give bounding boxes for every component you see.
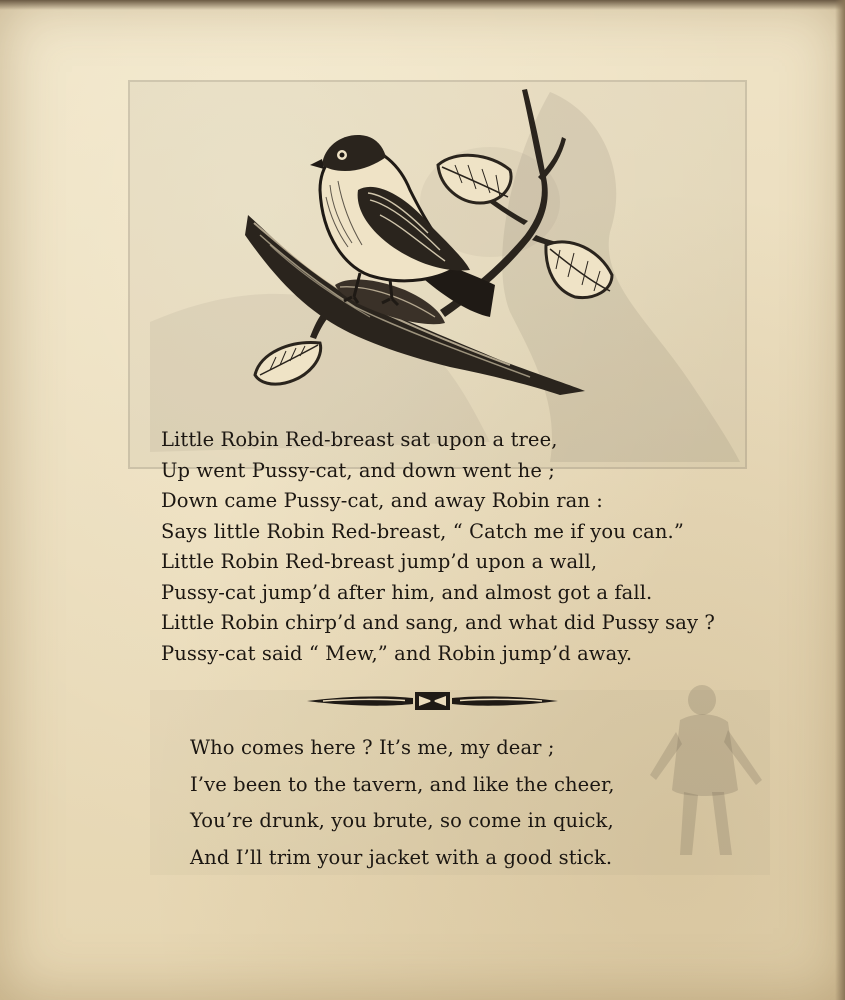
verse-robin-redbreast <box>161 425 715 669</box>
verse-line: Up went Pussy-cat, and down went he ; <box>161 458 555 482</box>
page-edge-top <box>0 0 845 10</box>
verse-line: Little Robin Red-breast jump’d upon a wall, <box>161 550 598 573</box>
verse-line: Little Robin chirp’d and sang, and what did Pussy say ? <box>161 611 715 634</box>
verse-line: And I’ll trim your jacket with a good stick. <box>190 845 613 869</box>
ornamental-rule-icon <box>305 688 560 714</box>
leaf-icon <box>438 155 511 203</box>
leaf-icon <box>546 242 612 298</box>
verse-line: Pussy-cat jump’d after him, and almost got a fall. <box>161 580 653 604</box>
verse-line: You’re drunk, you brute, so come in quick, <box>190 809 614 832</box>
verse-line: I’ve been to the tavern, and like the cheer, <box>190 772 615 796</box>
verse-line: Down came Pussy-cat, and away Robin ran : <box>161 489 603 512</box>
showthrough-figure <box>640 680 780 870</box>
verse-line: Who comes here ? It’s me, my dear ; <box>190 736 555 759</box>
leaf-icon <box>255 343 321 385</box>
page-edge-right <box>835 0 845 1000</box>
verse-line: Little Robin Red-breast sat upon a tree, <box>161 428 558 451</box>
robin-woodcut-illustration <box>240 85 620 405</box>
verse-line: Pussy-cat said “ Mew,” and Robin jump’d away. <box>161 641 633 665</box>
verse-who-comes-here <box>190 730 615 876</box>
verse-line: Says little Robin Red-breast, “ Catch me if you can.” <box>161 519 684 543</box>
